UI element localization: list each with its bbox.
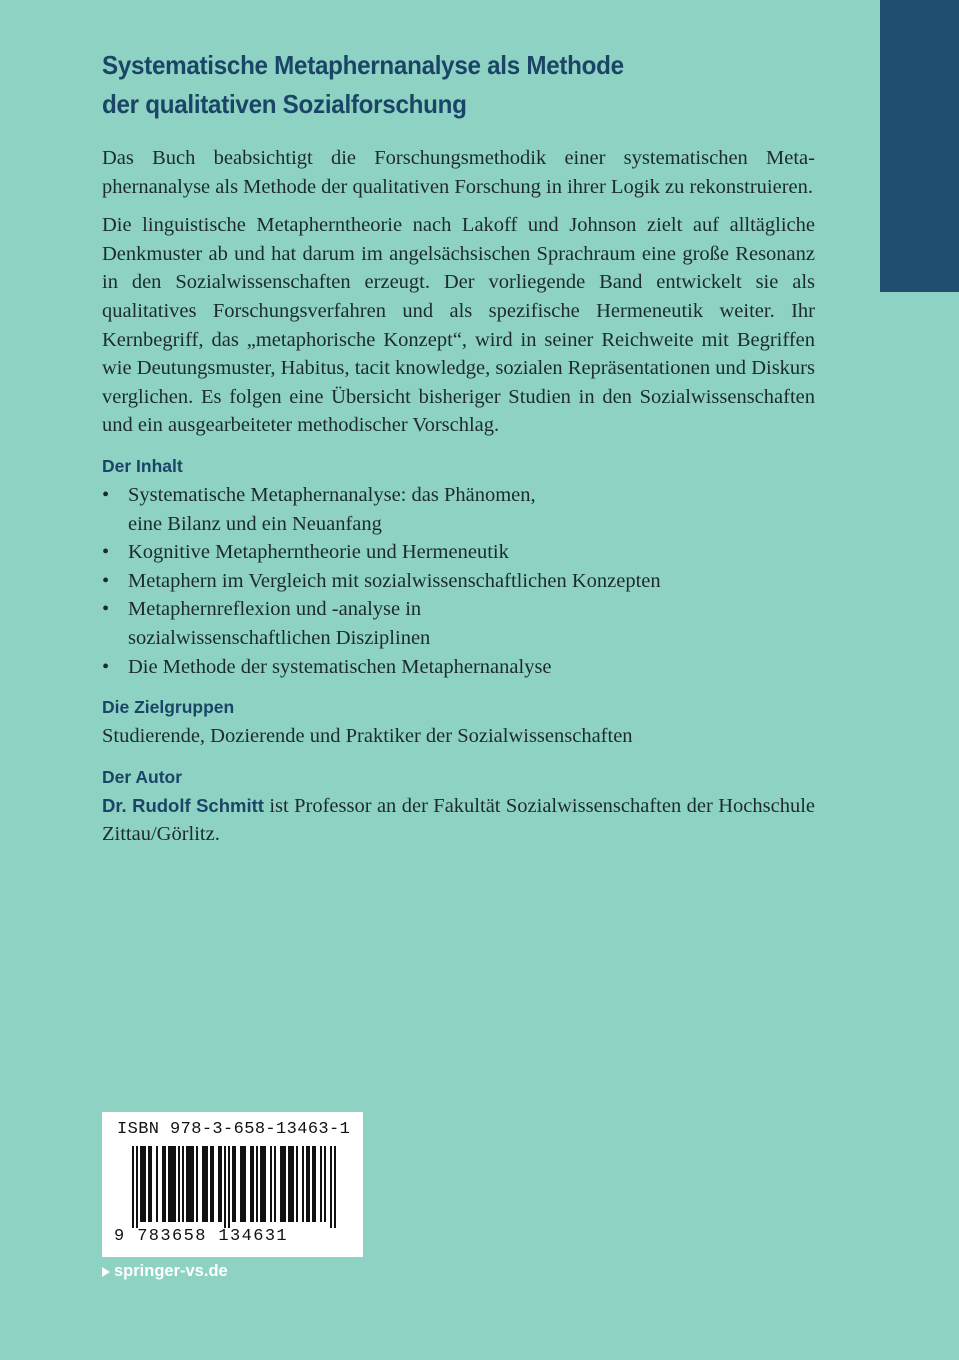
triangle-arrow-icon bbox=[102, 1267, 110, 1277]
title-line-1: Systematische Metaphernanalyse als Methode bbox=[102, 50, 624, 80]
barcode-bars bbox=[132, 1146, 336, 1228]
publisher-url: springer-vs.de bbox=[114, 1262, 228, 1280]
title-line-2: der qualitativen Sozialforschung bbox=[102, 89, 467, 119]
contents-heading: Der Inhalt bbox=[102, 455, 183, 476]
description-paragraph-1: Das Buch beabsichtigt die Forschungsmethodik einer systematischen Metaphernanalyse als Methode der qualitativen Forschung in ihrer Logik zu rekonstruieren. bbox=[102, 147, 815, 198]
bullet-icon: • bbox=[102, 598, 110, 621]
target-group-text: Studierende, Dozierende und Praktiker der Sozialwissenschaften bbox=[102, 725, 633, 748]
author-name: Dr. Rudolf Schmitt bbox=[102, 794, 264, 816]
list-item: • Kognitive Metapherntheorie und Hermeneutik bbox=[102, 538, 815, 567]
bullet-icon: • bbox=[102, 541, 110, 564]
contents-list bbox=[102, 481, 815, 681]
bullet-icon: • bbox=[102, 483, 110, 506]
bullet-icon: • bbox=[102, 655, 110, 678]
isbn-barcode bbox=[102, 1112, 363, 1257]
bullet-icon: • bbox=[102, 569, 110, 592]
book-title bbox=[102, 46, 765, 124]
description-paragraph-2: Die linguistische Metapherntheorie nach Lakoff und Johnson zielt auf alltägliche Denkmuster ab und hat darum im angelsächsischen Sprachraum eine große Resonanz in den Sozialwissenschaften erzeugt. Der vorliegende Band entwickelt sie als qualitatives Forschungsverfahren und als spezifische Hermeneutik weiter. Ihr Kernbegriff, das „metaphorische Konzept“, wird in seiner Reichweite mit Begriffen wie Deutungsmuster, Habitus, tacit knowledge, sozialen Repräsentationen und Diskurs verglichen. Es folgen eine Übersicht bisheriger Studien in den Sozialwissenschaften und ein ausgearbeiteter methodischer Vorschlag. bbox=[102, 214, 815, 437]
author-bio bbox=[102, 792, 815, 849]
barcode-digits: 9 783658 134631 bbox=[114, 1227, 289, 1246]
isbn-label: ISBN 978-3-658-13463-1 bbox=[117, 1120, 351, 1139]
author-heading: Der Autor bbox=[102, 766, 183, 787]
list-item: • Systematische Metaphernanalyse: das Phänomen, eine Bilanz und ein Neuanfang bbox=[102, 481, 815, 538]
list-item: • Metaphern im Vergleich mit sozialwissenschaftlichen Konzepten bbox=[102, 567, 815, 596]
target-group-heading: Die Zielgruppen bbox=[102, 697, 235, 718]
accent-band bbox=[880, 0, 959, 292]
back-cover-text bbox=[102, 46, 815, 859]
author-bio-text: ist Professor an der Fakultät Sozialwissenschaften der Hochschule Zittau/Görlitz. bbox=[102, 794, 815, 846]
publisher-link[interactable] bbox=[102, 1262, 228, 1281]
list-item: • Die Methode der systematischen Metaphernanalyse bbox=[102, 653, 815, 682]
list-item: • Metaphernreflexion und -analyse in sozialwissenschaftlichen Disziplinen bbox=[102, 595, 815, 652]
